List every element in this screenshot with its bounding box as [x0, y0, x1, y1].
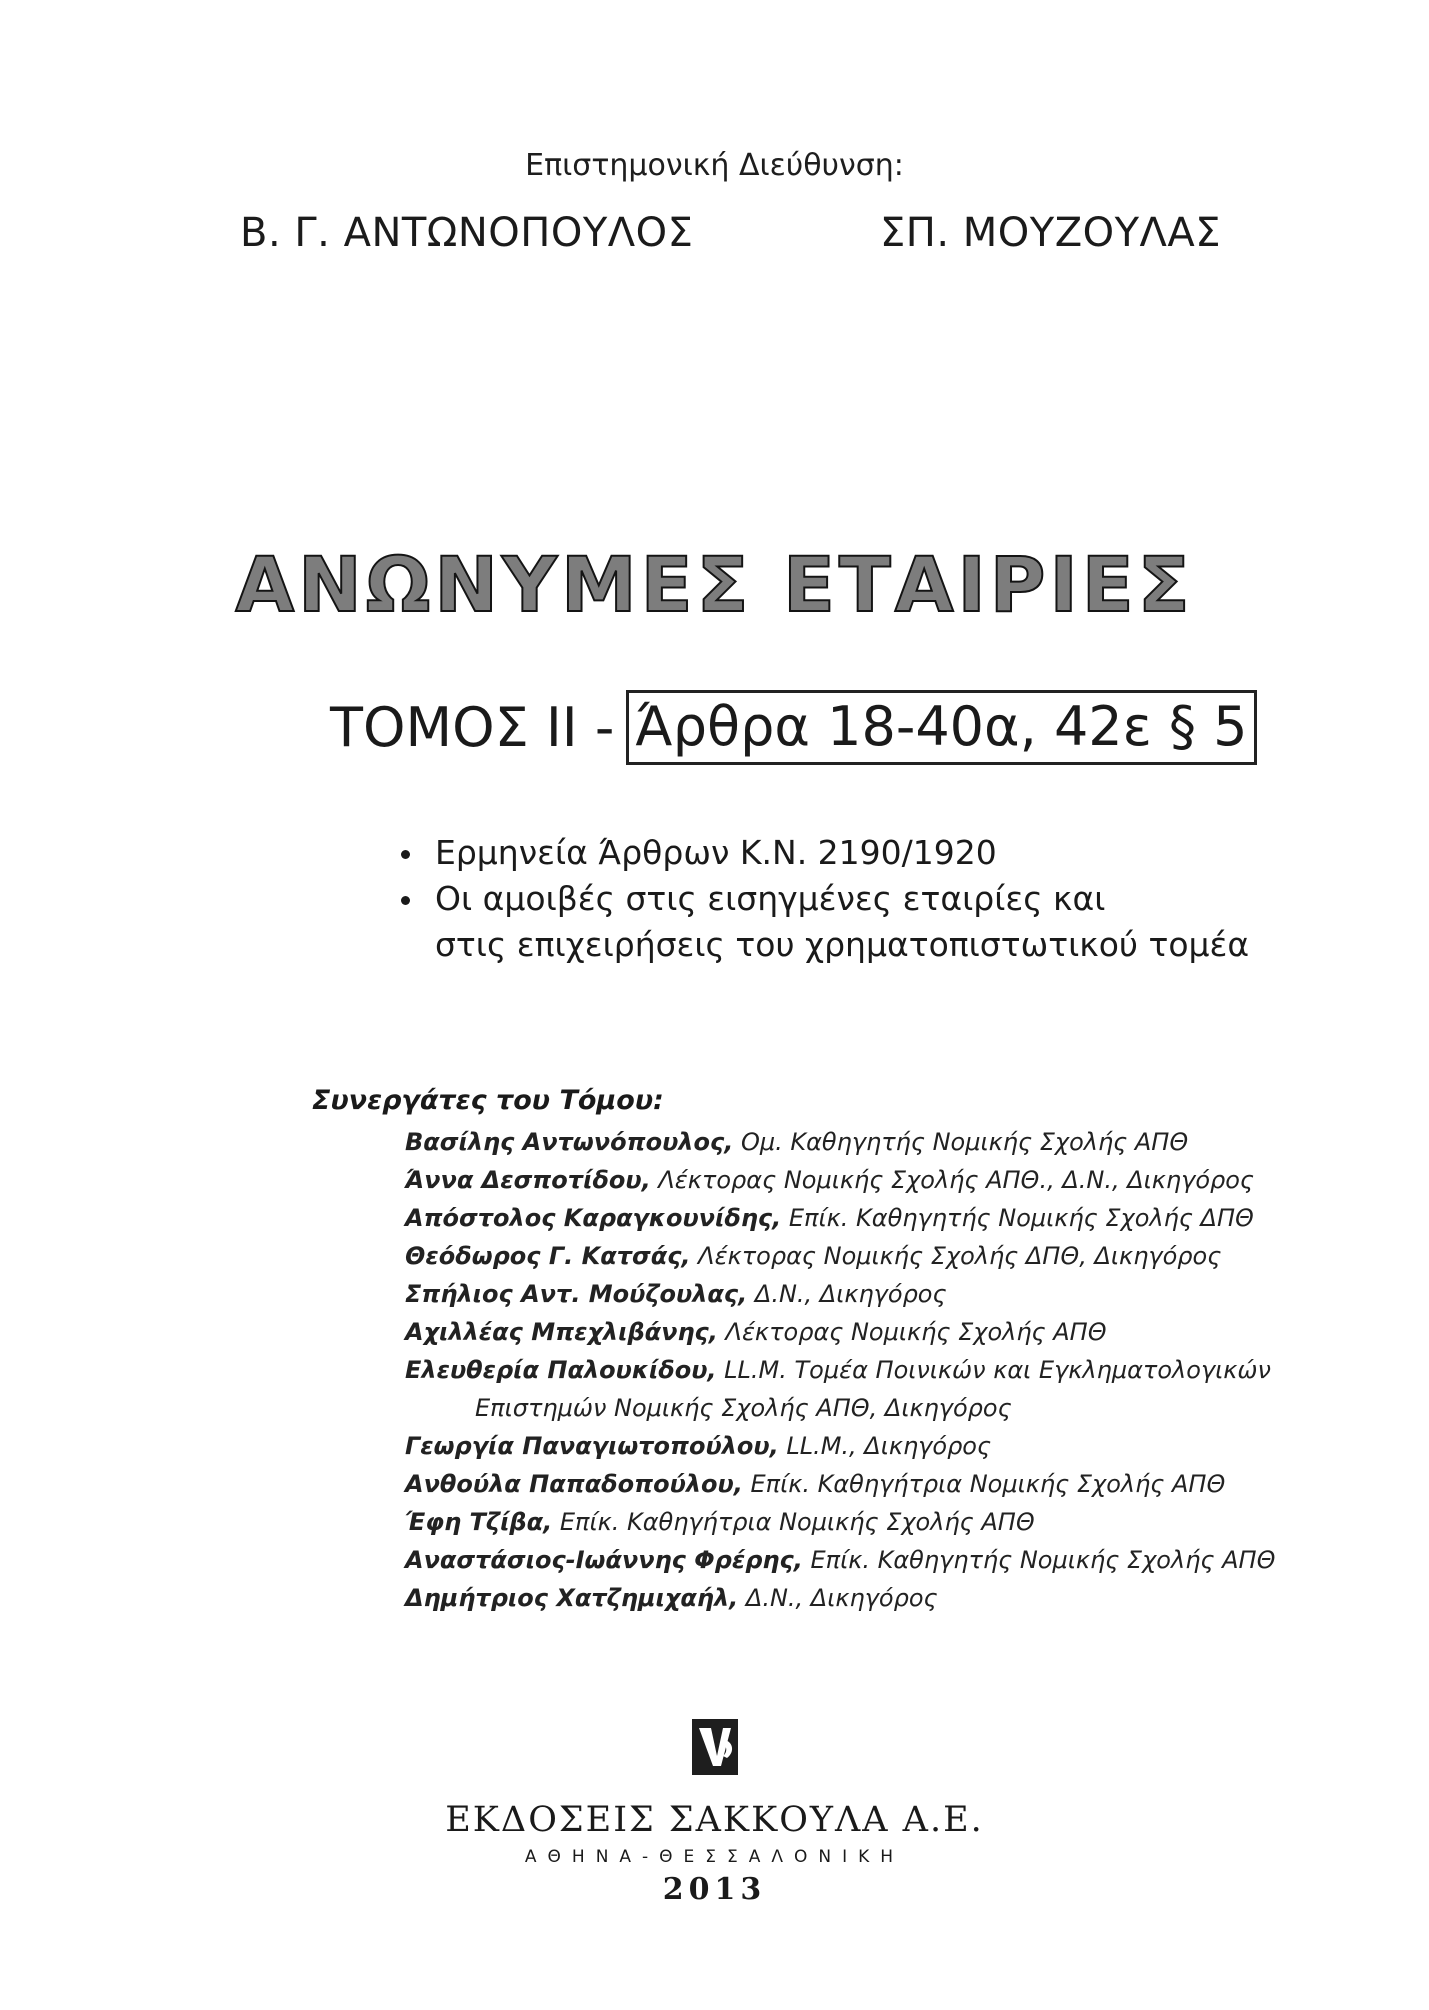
contributor-role: Επίκ. Καθηγήτρια Νομικής Σχολής ΑΠΘ [552, 1508, 1035, 1536]
bullet-icon [401, 850, 410, 859]
contributor-role: LL.M. Τομέα Ποινικών και Εγκληματολογικών [716, 1356, 1271, 1384]
list-item [405, 1199, 1275, 1237]
list-item [405, 1123, 1275, 1161]
editor-right: ΣΠ. ΜΟΥΖΟΥΛΑΣ [880, 210, 1222, 256]
contributor-role: Επιστημών Νομικής Σχολής ΑΠΘ, Δικηγόρος [475, 1394, 1012, 1422]
publisher-name: ΕΚΔΟΣΕΙΣ ΣΑΚΚΟΥΛΑ Α.Ε. [445, 1800, 984, 1840]
contributor-role: Δ.Ν., Δικηγόρος [738, 1584, 938, 1612]
list-item [405, 1465, 1275, 1503]
contributor-role: Λέκτορας Νομικής Σχολής ΑΠΘ [717, 1318, 1107, 1346]
contributor-name: Έφη Τζίβα, [405, 1508, 553, 1536]
contributors-list [405, 1123, 1275, 1617]
direction-label: Επιστημονική Διεύθυνση: [525, 148, 904, 183]
contributor-name: Ελευθερία Παλουκίδου, [405, 1356, 717, 1384]
bullet-icon [401, 896, 410, 905]
volume-label: ΤΟΜΟΣ ΙΙ - [330, 696, 615, 759]
list-item [405, 1541, 1275, 1579]
contributor-role: Λέκτορας Νομικής Σχολής ΑΠΘ., Δ.Ν., Δικηγόρος [650, 1166, 1255, 1194]
contributors-title: Συνεργάτες του Τόμου: [312, 1085, 664, 1116]
contributor-name: Βασίλης Αντωνόπουλος, [405, 1128, 734, 1156]
contributor-name: Απόστολος Καραγκουνίδης, [405, 1204, 782, 1232]
publication-year: 2013 [662, 1872, 767, 1907]
contributor-name: Αναστάσιος-Ιωάννης Φρέρης, [405, 1546, 803, 1574]
list-item [405, 1161, 1275, 1199]
contributor-name: Θεόδωρος Γ. Κατσάς, [405, 1242, 691, 1270]
list-item [405, 1313, 1275, 1351]
list-item [405, 1389, 1275, 1427]
list-item [395, 876, 1249, 968]
contributor-role: Επίκ. Καθηγήτρια Νομικής Σχολής ΑΠΘ [742, 1470, 1226, 1498]
contributor-role: Επίκ. Καθηγητής Νομικής Σχολής ΔΠΘ [781, 1204, 1254, 1232]
list-item [405, 1427, 1275, 1465]
contributor-role: Λέκτορας Νομικής Σχολής ΔΠΘ, Δικηγόρος [690, 1242, 1222, 1270]
contributor-role: Ομ. Καθηγητής Νομικής Σχολής ΑΠΘ [733, 1128, 1189, 1156]
topic-line: Ερμηνεία Άρθρων Κ.Ν. 2190/1920 [435, 833, 997, 872]
list-item [405, 1275, 1275, 1313]
list-item [405, 1237, 1275, 1275]
contributor-name: Ανθούλα Παπαδοπούλου, [405, 1470, 743, 1498]
contributor-name: Σπήλιος Αντ. Μούζουλας, [405, 1280, 748, 1308]
contributor-name: Δημήτριος Χατζημιχαήλ, [405, 1584, 739, 1612]
contributor-role: LL.M., Δικηγόρος [778, 1432, 992, 1460]
book-title: ΑΝΩΝΥΜΕΣ ΕΤΑΙΡΙΕΣ [235, 540, 1194, 629]
contributor-role: Επίκ. Καθηγητής Νομικής Σχολής ΑΠΘ [802, 1546, 1276, 1574]
publisher-logo-icon [691, 1718, 739, 1776]
list-item [405, 1579, 1275, 1617]
list-item [395, 830, 1249, 876]
topics-list [395, 830, 1249, 968]
editor-left: Β. Γ. ΑΝΤΩΝΟΠΟΥΛΟΣ [240, 210, 694, 256]
list-item [405, 1351, 1275, 1389]
contributor-name: Γεωργία Παναγιωτοπούλου, [405, 1432, 779, 1460]
publisher-cities: ΑΘΗΝΑ-ΘΕΣΣΑΛΟΝΙΚΗ [524, 1847, 905, 1867]
contributor-name: Αχιλλέας Μπεχλιβάνης, [405, 1318, 718, 1346]
list-item [405, 1503, 1275, 1541]
topic-line-continued: στις επιχειρήσεις του χρηματοπιστωτικού τομέα [435, 925, 1250, 964]
topic-line: Οι αμοιβές στις εισηγμένες εταιρίες και [435, 879, 1106, 918]
volume-line [330, 690, 1257, 765]
contributor-role: Δ.Ν., Δικηγόρος [747, 1280, 947, 1308]
volume-articles-box: Άρθρα 18-40α, 42ε § 5 [626, 690, 1256, 765]
contributor-name: Άννα Δεσποτίδου, [405, 1166, 651, 1194]
